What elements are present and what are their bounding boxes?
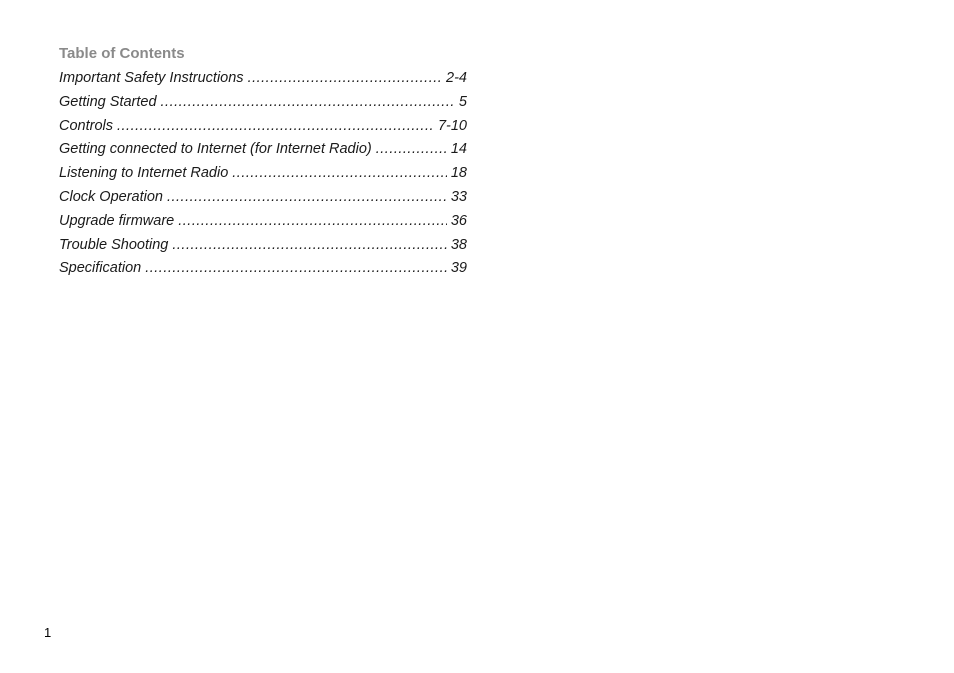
toc-entry-title: Listening to Internet Radio (59, 165, 229, 182)
toc-entry-listening[interactable] (59, 162, 467, 186)
dot-leader (178, 210, 447, 234)
toc-entry-getting-started[interactable] (59, 91, 467, 115)
toc-entry-page: 39 (450, 260, 467, 277)
toc-entry-title: Trouble Shooting (59, 236, 169, 253)
toc-entry-page: 38 (450, 236, 467, 253)
dot-leader (145, 257, 447, 281)
toc-entry-title: Upgrade firmware (59, 212, 175, 229)
dot-leader (161, 91, 455, 115)
toc-entry-safety[interactable] (59, 67, 467, 91)
dot-leader (172, 234, 447, 258)
toc-entry-title: Getting Started (59, 93, 157, 110)
toc-entry-page: 5 (458, 93, 467, 110)
table-of-contents (59, 44, 467, 281)
toc-entry-trouble-shooting[interactable] (59, 234, 467, 258)
toc-entry-getting-connected[interactable] (59, 138, 467, 162)
page-number: 1 (44, 625, 52, 640)
dot-leader (232, 162, 447, 186)
toc-entry-title: Specification (59, 260, 142, 277)
toc-entry-page: 36 (450, 212, 467, 229)
toc-entry-title: Getting connected to Internet (for Internet Radio) (59, 141, 372, 158)
dot-leader (167, 186, 447, 210)
dot-leader (248, 67, 442, 91)
toc-entry-upgrade-firmware[interactable] (59, 210, 467, 234)
toc-entry-controls[interactable] (59, 115, 467, 139)
toc-entry-page: 7-10 (437, 117, 467, 134)
dot-leader (117, 115, 434, 139)
toc-entry-page: 18 (450, 165, 467, 182)
toc-entry-title: Important Safety Instructions (59, 70, 244, 86)
toc-entry-title: Clock Operation (59, 188, 163, 205)
dot-leader (376, 138, 447, 162)
toc-entry-page: 33 (450, 188, 467, 205)
toc-entry-page: 2-4 (446, 70, 467, 86)
toc-entry-page: 14 (450, 141, 467, 158)
toc-list (59, 67, 467, 281)
toc-entry-clock-operation[interactable] (59, 186, 467, 210)
toc-entry-title: Controls (59, 117, 113, 134)
toc-heading: Table of Contents (59, 45, 185, 62)
toc-entry-specification[interactable] (59, 257, 467, 281)
